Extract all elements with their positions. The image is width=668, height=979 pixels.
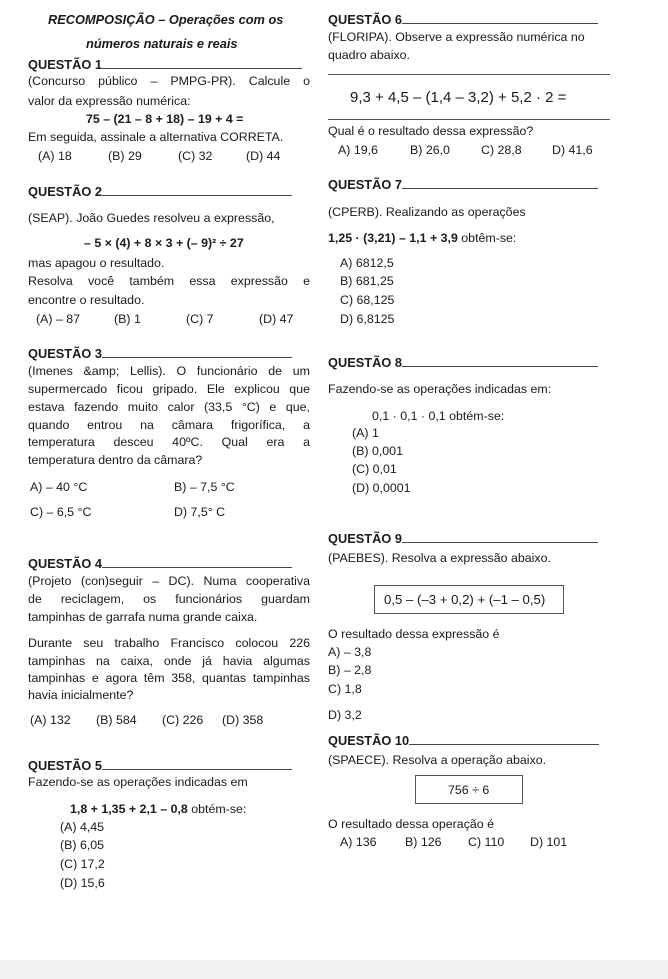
q10-option-a[interactable]: A) 136 <box>340 835 377 849</box>
q4-option-d[interactable]: (D) 358 <box>222 713 264 727</box>
q2-text-line2: Resolva você também essa expressão e <box>28 274 310 288</box>
q6-expression: 9,3 + 4,5 – (1,4 – 3,2) + 5,2 · 2 = <box>350 89 567 106</box>
q9-heading: QUESTÃO 9 <box>328 531 598 546</box>
q9-prompt: O resultado dessa expressão é <box>328 627 500 641</box>
q1-option-c[interactable]: (C) 32 <box>178 149 213 163</box>
q2-text-line1: mas apagou o resultado. <box>28 256 165 270</box>
q5-intro: Fazendo-se as operações indicadas em <box>28 775 248 789</box>
q7-option-c[interactable]: C) 68,125 <box>340 293 395 307</box>
worksheet-title-line1: RECOMPOSIÇÃO – Operações com os <box>48 12 284 27</box>
q3-text-line3: estava fazendo muito calor (33,5 °C) e que, <box>28 400 310 414</box>
worksheet-title-line2: números naturais e reais <box>86 36 238 51</box>
q2-expression: – 5 × (4) + 8 × 3 + (– 9)² ÷ 27 <box>84 236 244 250</box>
q10-prompt: O resultado dessa operação é <box>328 817 495 831</box>
q9-expression: 0,5 – (–3 + 0,2) + (–1 – 0,5) <box>384 592 546 607</box>
q7-expression: 1,25 · (3,21) – 1,1 + 3,9 <box>328 231 458 245</box>
q8-option-c[interactable]: (C) 0,01 <box>352 462 397 476</box>
q4-text-line2: de reciclagem, os funcionários guardam <box>28 592 310 606</box>
q5-expression-suffix: obtém-se: <box>187 802 247 816</box>
q10-option-c[interactable]: C) 110 <box>468 835 505 849</box>
q5-heading: QUESTÃO 5 <box>28 758 292 773</box>
q4-text-line6: tampinhas e agora têm 358, quantas tampinhas <box>28 671 310 685</box>
q9-intro: (PAEBES). Resolva a expressão abaixo. <box>328 551 551 565</box>
q6-prompt: Qual é o resultado dessa expressão? <box>328 124 534 138</box>
q1-option-a[interactable]: (A) 18 <box>38 149 72 163</box>
q1-intro-line1: (Concurso público – PMPG-PR). Calcule o <box>28 74 310 88</box>
q3-option-b[interactable]: B) – 7,5 °C <box>174 480 235 494</box>
q3-option-a[interactable]: A) – 40 °C <box>30 480 88 494</box>
q10-heading: QUESTÃO 10 <box>328 733 599 748</box>
q2-text-line3: encontre o resultado. <box>28 293 145 307</box>
q4-text-line4: Durante seu trabalho Francisco colocou 226 <box>28 636 310 650</box>
q4-heading: QUESTÃO 4 <box>28 556 292 571</box>
q10-intro: (SPAECE). Resolva a operação abaixo. <box>328 753 547 767</box>
q5-option-c[interactable]: (C) 17,2 <box>60 857 105 871</box>
q4-option-a[interactable]: (A) 132 <box>30 713 71 727</box>
q6-option-a[interactable]: A) 19,6 <box>338 143 378 157</box>
q9-option-a[interactable]: A) – 3,8 <box>328 645 372 659</box>
q5-option-b[interactable]: (B) 6,05 <box>60 838 105 852</box>
q4-text-line3: tampinhas de garrafa numa grande caixa. <box>28 610 258 624</box>
q10-option-d[interactable]: D) 101 <box>530 835 568 849</box>
q6-intro-line2: quadro abaixo. <box>328 48 410 62</box>
q5-option-d[interactable]: (D) 15,6 <box>60 876 105 890</box>
q1-prompt: Em seguida, assinale a alternativa CORRETA. <box>28 130 284 144</box>
q7-expression-line <box>328 231 516 245</box>
q3-option-c[interactable]: C) – 6,5 °C <box>30 505 92 519</box>
q8-option-b[interactable]: (B) 0,001 <box>352 444 403 458</box>
q3-text-line2: supermercado ficou gripado. Ele explicou que <box>28 382 310 396</box>
q6-option-b[interactable]: B) 26,0 <box>410 143 450 157</box>
q10-option-b[interactable]: B) 126 <box>405 835 442 849</box>
q1-intro-line2: valor da expressão numérica: <box>28 94 191 108</box>
q8-option-a[interactable]: (A) 1 <box>352 426 379 440</box>
q7-option-d[interactable]: D) 6,8125 <box>340 312 395 326</box>
q7-option-a[interactable]: A) 6812,5 <box>340 256 394 270</box>
q2-option-d[interactable]: (D) 47 <box>259 312 294 326</box>
q1-expression: 75 – (21 – 8 + 18) – 19 + 4 = <box>86 112 244 126</box>
q3-text-line6: temperatura dentro da câmara? <box>28 453 203 467</box>
q8-heading: QUESTÃO 8 <box>328 355 598 370</box>
q6-intro-line1: (FLORIPA). Observe a expressão numérica no <box>328 30 585 44</box>
q9-option-b[interactable]: B) – 2,8 <box>328 663 372 677</box>
q8-option-d[interactable]: (D) 0,0001 <box>352 481 411 495</box>
q10-expression: 756 ÷ 6 <box>448 783 490 797</box>
q2-option-a[interactable]: (A) – 87 <box>36 312 81 326</box>
q4-option-b[interactable]: (B) 584 <box>96 713 137 727</box>
q1-heading: QUESTÃO 1 <box>28 57 302 72</box>
q3-option-d[interactable]: D) 7,5° C <box>174 505 226 519</box>
q5-expression-line <box>70 802 246 816</box>
page-bottom-strip <box>0 960 668 979</box>
q6-heading: QUESTÃO 6 <box>328 12 598 27</box>
q7-heading: QUESTÃO 7 <box>328 177 598 192</box>
q5-option-a[interactable]: (A) 4,45 <box>60 820 105 834</box>
q3-text-line5: temperatura desceu 40ºC. Qual era a <box>28 435 310 449</box>
q5-expression: 1,8 + 1,35 + 2,1 – 0,8 <box>70 802 188 816</box>
q6-option-c[interactable]: C) 28,8 <box>481 143 522 157</box>
q2-intro: (SEAP). João Guedes resolveu a expressão, <box>28 211 275 225</box>
q7-expression-suffix: obtêm-se: <box>457 231 517 245</box>
q9-option-c[interactable]: C) 1,8 <box>328 682 362 696</box>
q7-option-b[interactable]: B) 681,25 <box>340 274 394 288</box>
q8-expression: 0,1 · 0,1 · 0,1 obtém-se: <box>372 409 505 423</box>
q1-option-b[interactable]: (B) 29 <box>108 149 142 163</box>
q4-text-line1: (Projeto (con)seguir – DC). Numa cooperativa <box>28 574 310 588</box>
q1-option-d[interactable]: (D) 44 <box>246 149 281 163</box>
q6-option-d[interactable]: D) 41,6 <box>552 143 593 157</box>
q9-option-d[interactable]: D) 3,2 <box>328 708 362 722</box>
q3-heading: QUESTÃO 3 <box>28 346 292 361</box>
q3-text-line4: quando entrou na câmara frigorífica, a <box>28 418 310 432</box>
q4-option-c[interactable]: (C) 226 <box>162 713 204 727</box>
q2-option-b[interactable]: (B) 1 <box>114 312 141 326</box>
q3-text-line1: (Imenes &amp; Lellis). O funcionário de um <box>28 364 310 378</box>
q4-text-line7: havia inicialmente? <box>28 688 134 702</box>
q4-text-line5: tampinhas na caixa, onde já havia algumas <box>28 654 310 668</box>
q2-option-c[interactable]: (C) 7 <box>186 312 214 326</box>
q7-intro: (CPERB). Realizando as operações <box>328 205 526 219</box>
q2-heading: QUESTÃO 2 <box>28 184 292 199</box>
q8-intro: Fazendo-se as operações indicadas em: <box>328 382 552 396</box>
